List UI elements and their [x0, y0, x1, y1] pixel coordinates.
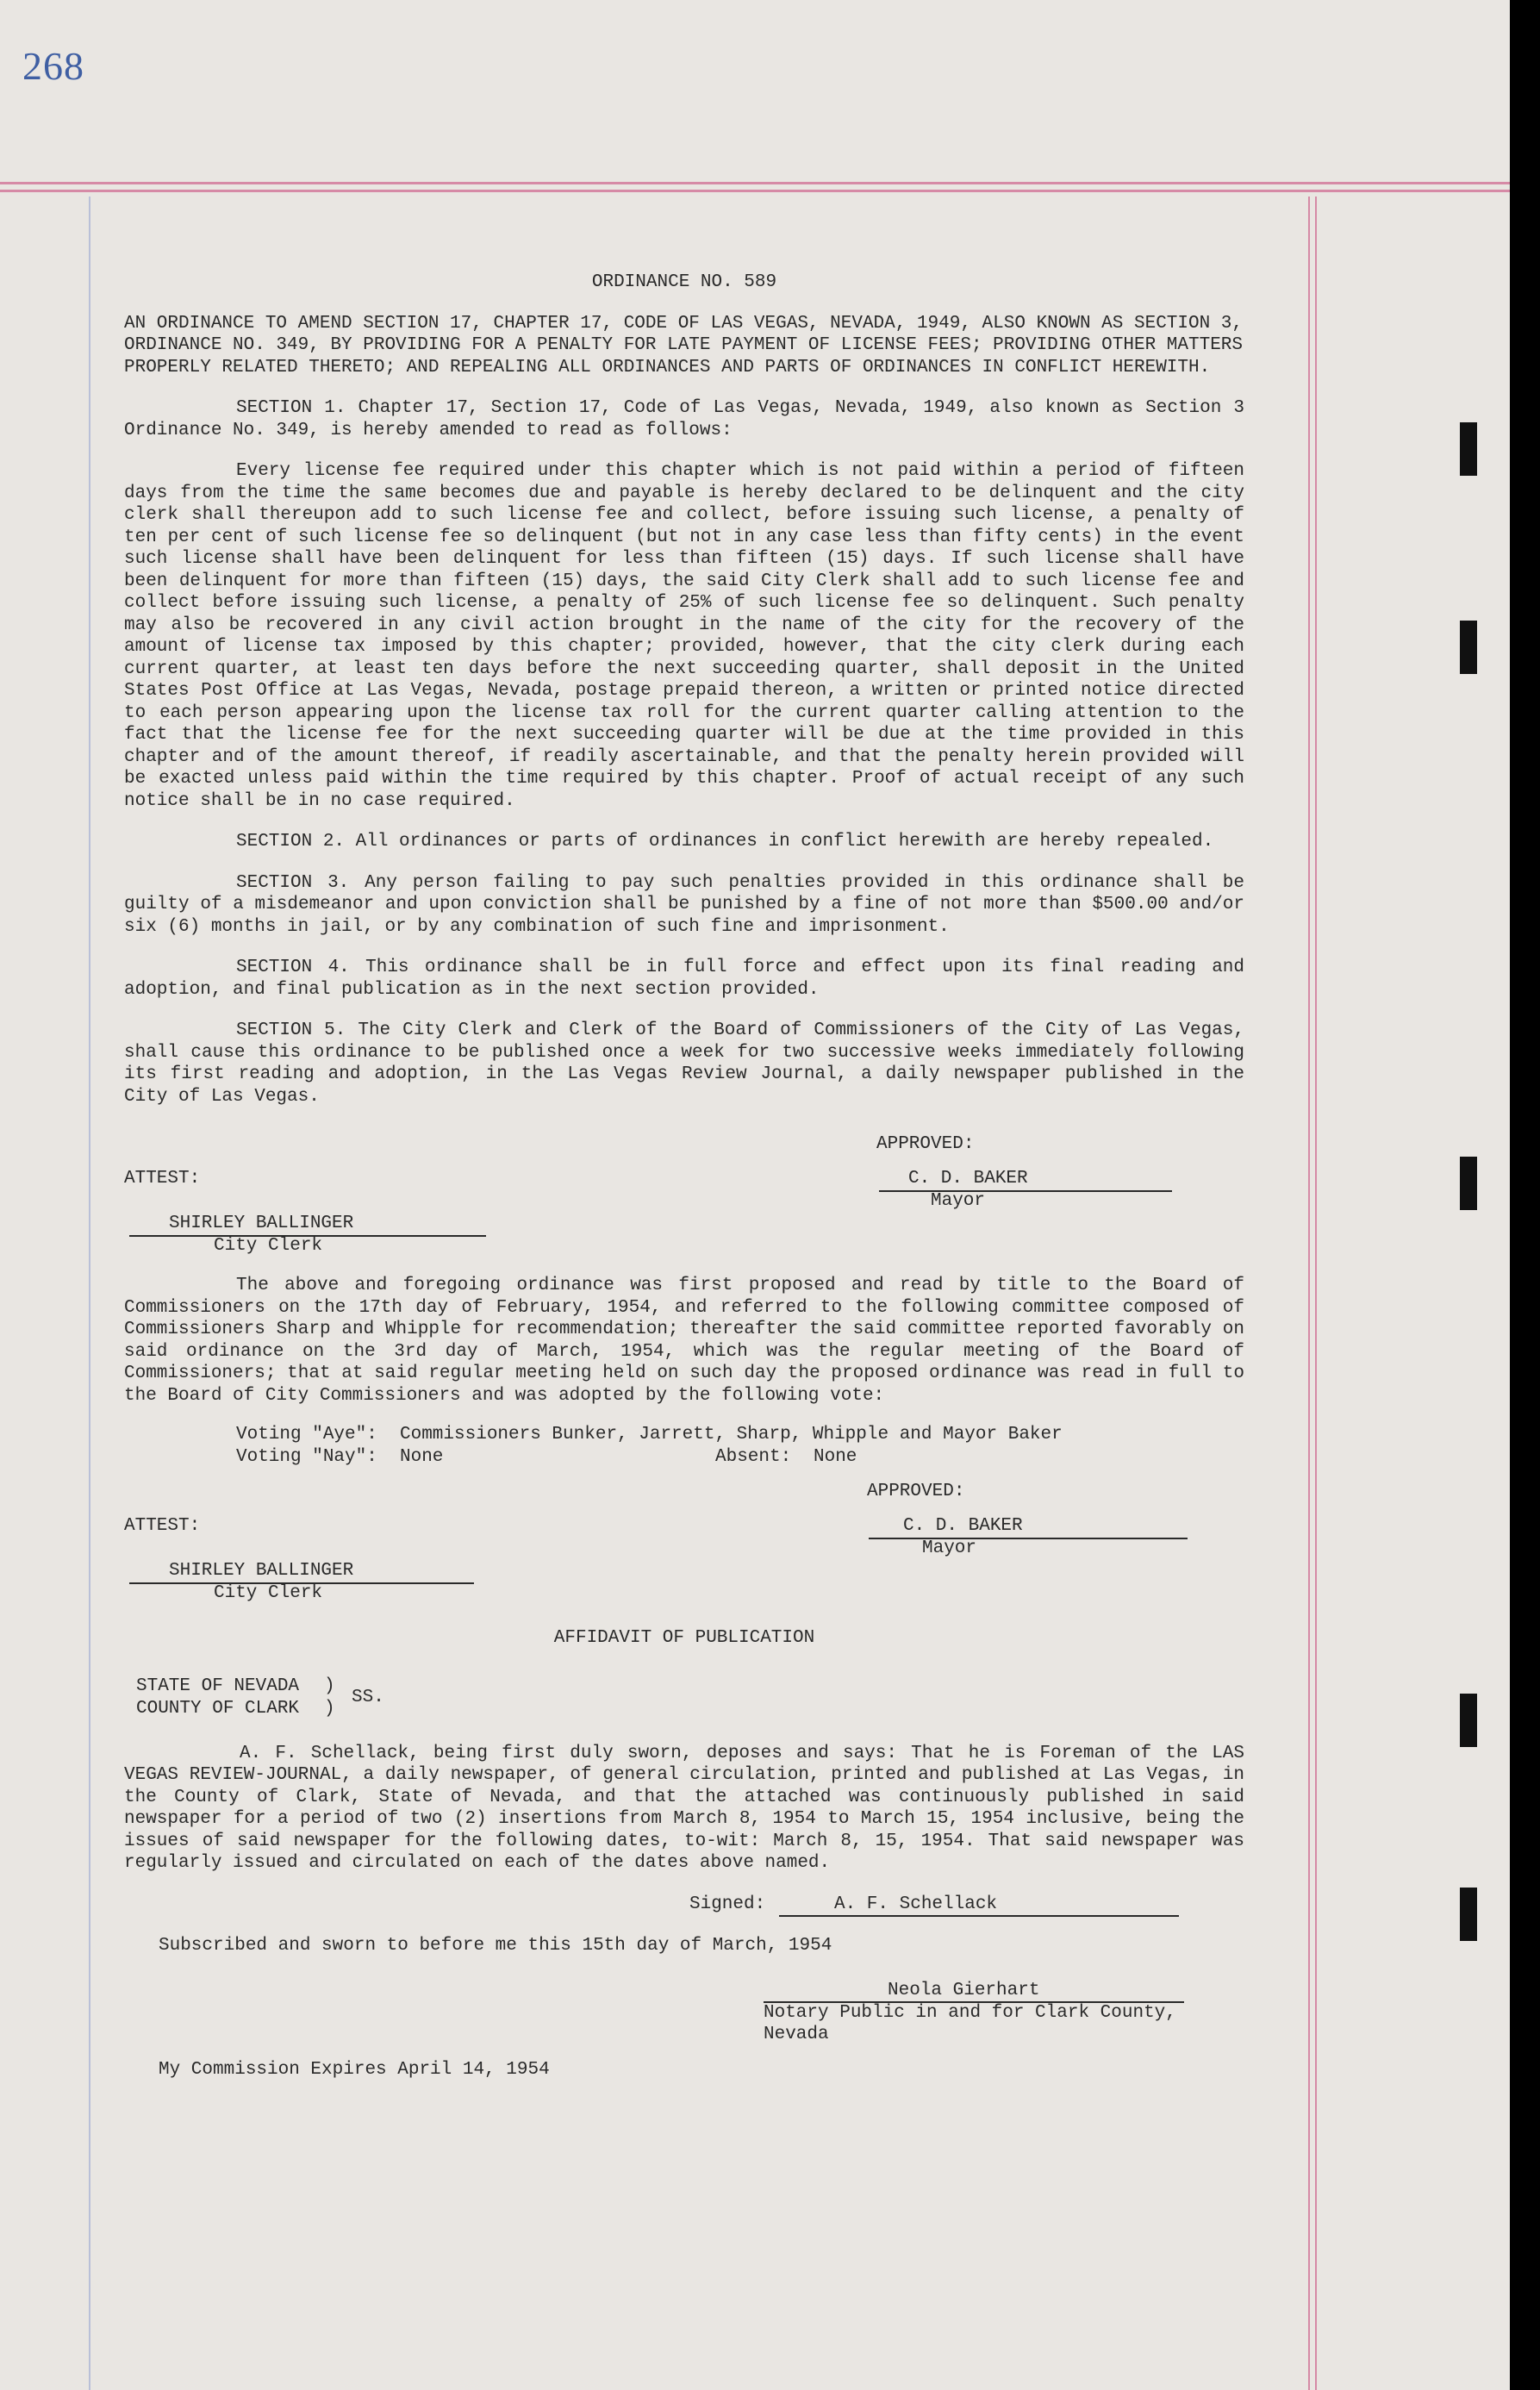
- notary-signature-line: [764, 1980, 1184, 2004]
- top-rule: [0, 182, 1510, 184]
- index-tab-mark: [1460, 422, 1477, 476]
- mayor-title-row: [124, 1190, 1244, 1213]
- preamble-line: PROPERLY RELATED THERETO; AND REPEALING ALL ORDINANCES AND PARTS OF ORDINANCES IN CONFLICT HEREWITH.: [124, 357, 1211, 378]
- approved-label: APPROVED:: [876, 1134, 975, 1154]
- clerk-signature-row: [124, 1560, 1244, 1582]
- preamble-line: AN ORDINANCE TO AMEND SECTION 17, CHAPTER 17, CODE OF LAS VEGAS, NEVADA, 1949, ALSO KNOWN AS SECTION 3,: [124, 313, 1244, 334]
- notary-name: Neola Gierhart: [888, 1980, 1040, 2000]
- clerk-title: City Clerk: [214, 1236, 323, 1256]
- index-tab-mark: [1460, 621, 1477, 674]
- preamble-line: ORDINANCE NO. 349, BY PROVIDING FOR A PENALTY FOR LATE PAYMENT OF LICENSE FEES; PROVIDING OTHER MATTERS: [124, 335, 1244, 355]
- subscribed-text: Subscribed and sworn to before me this 15th day of March, 1954: [159, 1935, 832, 1956]
- approved-label: APPROVED:: [867, 1482, 965, 1501]
- section-1-intro: SECTION 1. Chapter 17, Section 17, Code of Las Vegas, Nevada, 1949, also known as Section 3 Ordinance No. 349, is hereby amended to read as follows:: [124, 398, 1244, 440]
- commission-row: [124, 2059, 1244, 2081]
- mayor-signature-line: [879, 1168, 1172, 1192]
- approved-row: [124, 1133, 1244, 1156]
- mayor-signature-line: [869, 1515, 1188, 1539]
- clerk-title-row: [124, 1582, 1244, 1605]
- venue-state: STATE OF NEVADA: [136, 1675, 300, 1696]
- index-tab-mark: [1460, 1694, 1477, 1747]
- venue-county-row: [124, 1698, 1244, 1720]
- vote-nay-label: Voting "Nay":: [236, 1447, 377, 1467]
- adoption-proceedings: The above and foregoing ordinance was first proposed and read by title to the Board of Commissioners on the 17th day of February, 1954, and referred to the following committee composed of Commissioners Sharp and Whipple for recommendation; thereafter the said committee reported favorably on said ordinance on the 3rd day of March, 1954, which was the regular meeting of the Board of Commissioners; that at said regular meeting held on such day the proposed ordinance was read in full to the Board of City Commissioners and was adopted by the following vote:: [124, 1276, 1244, 1406]
- ordinance-title: ORDINANCE NO. 589: [591, 272, 777, 292]
- notary-title-row: [124, 2002, 1244, 2044]
- clerk-name: SHIRLEY BALLINGER: [169, 1214, 354, 1233]
- index-tab-mark: [1460, 1157, 1477, 1210]
- section-5: SECTION 5. The City Clerk and Clerk of the Board of Commissioners of the City of Las Vegas, shall cause this ordinance to be published once a week for two successive weeks immediately following its first reading and adoption, in the Las Vegas Review Journal, a daily newspaper published in the City of Las Vegas.: [124, 1020, 1244, 1107]
- clerk-title-row: [124, 1235, 1244, 1257]
- approved-row: [124, 1481, 1244, 1503]
- affidavit-body: A. F. Schellack, being first duly sworn, deposes and says: That he is Foreman of the LAS VEGAS REVIEW-JOURNAL, a daily newspaper, of general circulation, printed and published at Las Vegas, in the County of Clark, State of Nevada, and that the attached was continuously published in said newspaper for a period of two (2) insertions from March 8, 1954 to March 15, 1954 inclusive, being the issues of said newspaper for the following dates, to-wit: March 8, 15, 1954. That said newspaper was regularly issued and circulated on each of the dates above named.: [124, 1743, 1244, 1873]
- index-tab-mark: [1460, 1888, 1477, 1941]
- clerk-signature-row: [124, 1213, 1244, 1235]
- attest-label: ATTEST:: [124, 1516, 201, 1536]
- mayor-title-row: [124, 1538, 1244, 1560]
- clerk-title: City Clerk: [214, 1583, 323, 1603]
- vote-aye-row: [124, 1424, 1244, 1446]
- venue-brace: ): [324, 1698, 335, 1719]
- attest-label: ATTEST:: [124, 1169, 201, 1189]
- notary-title: Notary Public in and for Clark County, Nevada: [764, 2002, 1176, 2044]
- venue-ss: SS.: [352, 1687, 384, 1707]
- attest-mayor-row: [124, 1168, 1244, 1190]
- notary-name-row: [124, 1980, 1244, 2002]
- venue-state-row: [124, 1675, 1244, 1707]
- section-3: SECTION 3. Any person failing to pay such penalties provided in this ordinance shall be guilty of a misdemeanor and upon conviction shall be punished by a fine of not more than $500.00 and/or six (6) months in jail, or by any combination of such fine and imprisonment.: [124, 872, 1244, 937]
- vote-aye-label: Voting "Aye":: [236, 1425, 377, 1445]
- mayor-name: C. D. BAKER: [908, 1169, 1028, 1189]
- venue-brace: ): [324, 1675, 335, 1696]
- signed-label: Signed:: [689, 1894, 766, 1914]
- venue-county: COUNTY OF CLARK: [136, 1698, 300, 1719]
- section-2: SECTION 2. All ordinances or parts of ordinances in conflict herewith are hereby repealed.: [236, 832, 1214, 852]
- affiant-signature-line: [779, 1894, 1179, 1918]
- mayor-title: Mayor: [922, 1538, 977, 1558]
- clerk-name: SHIRLEY BALLINGER: [169, 1561, 354, 1581]
- vote-absent-label: Absent:: [715, 1447, 792, 1467]
- vote-nay-row: [124, 1446, 1244, 1469]
- affidavit-title: AFFIDAVIT OF PUBLICATION: [553, 1628, 815, 1648]
- mayor-title: Mayor: [931, 1191, 986, 1211]
- clerk-signature-line: [129, 1560, 474, 1584]
- vote-absent-value: None: [814, 1447, 857, 1467]
- clerk-signature-line: [129, 1213, 486, 1237]
- right-margin-rule: [1308, 197, 1310, 2390]
- subscribed-row: [124, 1935, 1244, 1957]
- section-1-body: Every license fee required under this chapter which is not paid within a period of fifteen days from the time the same becomes due and payable is hereby declared to be delinquent and the city clerk shall thereupon add to such license fee and collect, before issuing such license, a penalty of ten per cent of such license fee so delinquent (but not in any case less than fifty cents) in the event such license shall have been delinquent for less than fifteen (15) days. If such license shall have been delinquent for more than fifteen (15) days, the said City Clerk shall add to such license fee and collect before issuing such license, a penalty of 25% of such license fee so delinquent. Such penalty may also be recovered in any civil action brought in the name of the city for the recovery of the amount of license tax imposed by this chapter; provided, however, that the city clerk during each current quarter, at least ten days before the next succeeding quarter, shall deposit in the United States Post Office at Las Vegas, Nevada, postage prepaid thereon, a written or printed notice directed to each person appearing upon the license tax roll for the current quarter calling attention to the fact that the license fee for the next succeeding quarter will be due at the time provided in this chapter and of the amount thereof, if readily ascertainable, and that the penalty herein provided will be exacted unless paid within the time required by this chapter. Proof of actual receipt of any such notice shall be in no case required.: [124, 461, 1244, 811]
- top-rule: [0, 190, 1510, 192]
- mayor-name: C. D. BAKER: [903, 1516, 1023, 1536]
- vote-aye-value: Commissioners Bunker, Jarrett, Sharp, Whipple and Mayor Baker: [400, 1425, 1063, 1445]
- signed-row: [124, 1894, 1244, 1916]
- section-4: SECTION 4. This ordinance shall be in full force and effect upon its final reading and adoption, and final publication as in the next section provided.: [124, 958, 1244, 1000]
- affiant-name: A. F. Schellack: [834, 1894, 998, 1914]
- right-margin-rule: [1315, 197, 1317, 2390]
- commission-expires: My Commission Expires April 14, 1954: [159, 2059, 550, 2080]
- vote-nay-value: None: [400, 1447, 444, 1467]
- page-number: 268: [22, 44, 84, 88]
- left-margin-rule: [89, 197, 90, 2390]
- document-body: [124, 271, 1244, 2081]
- attest-mayor-row: [124, 1515, 1244, 1538]
